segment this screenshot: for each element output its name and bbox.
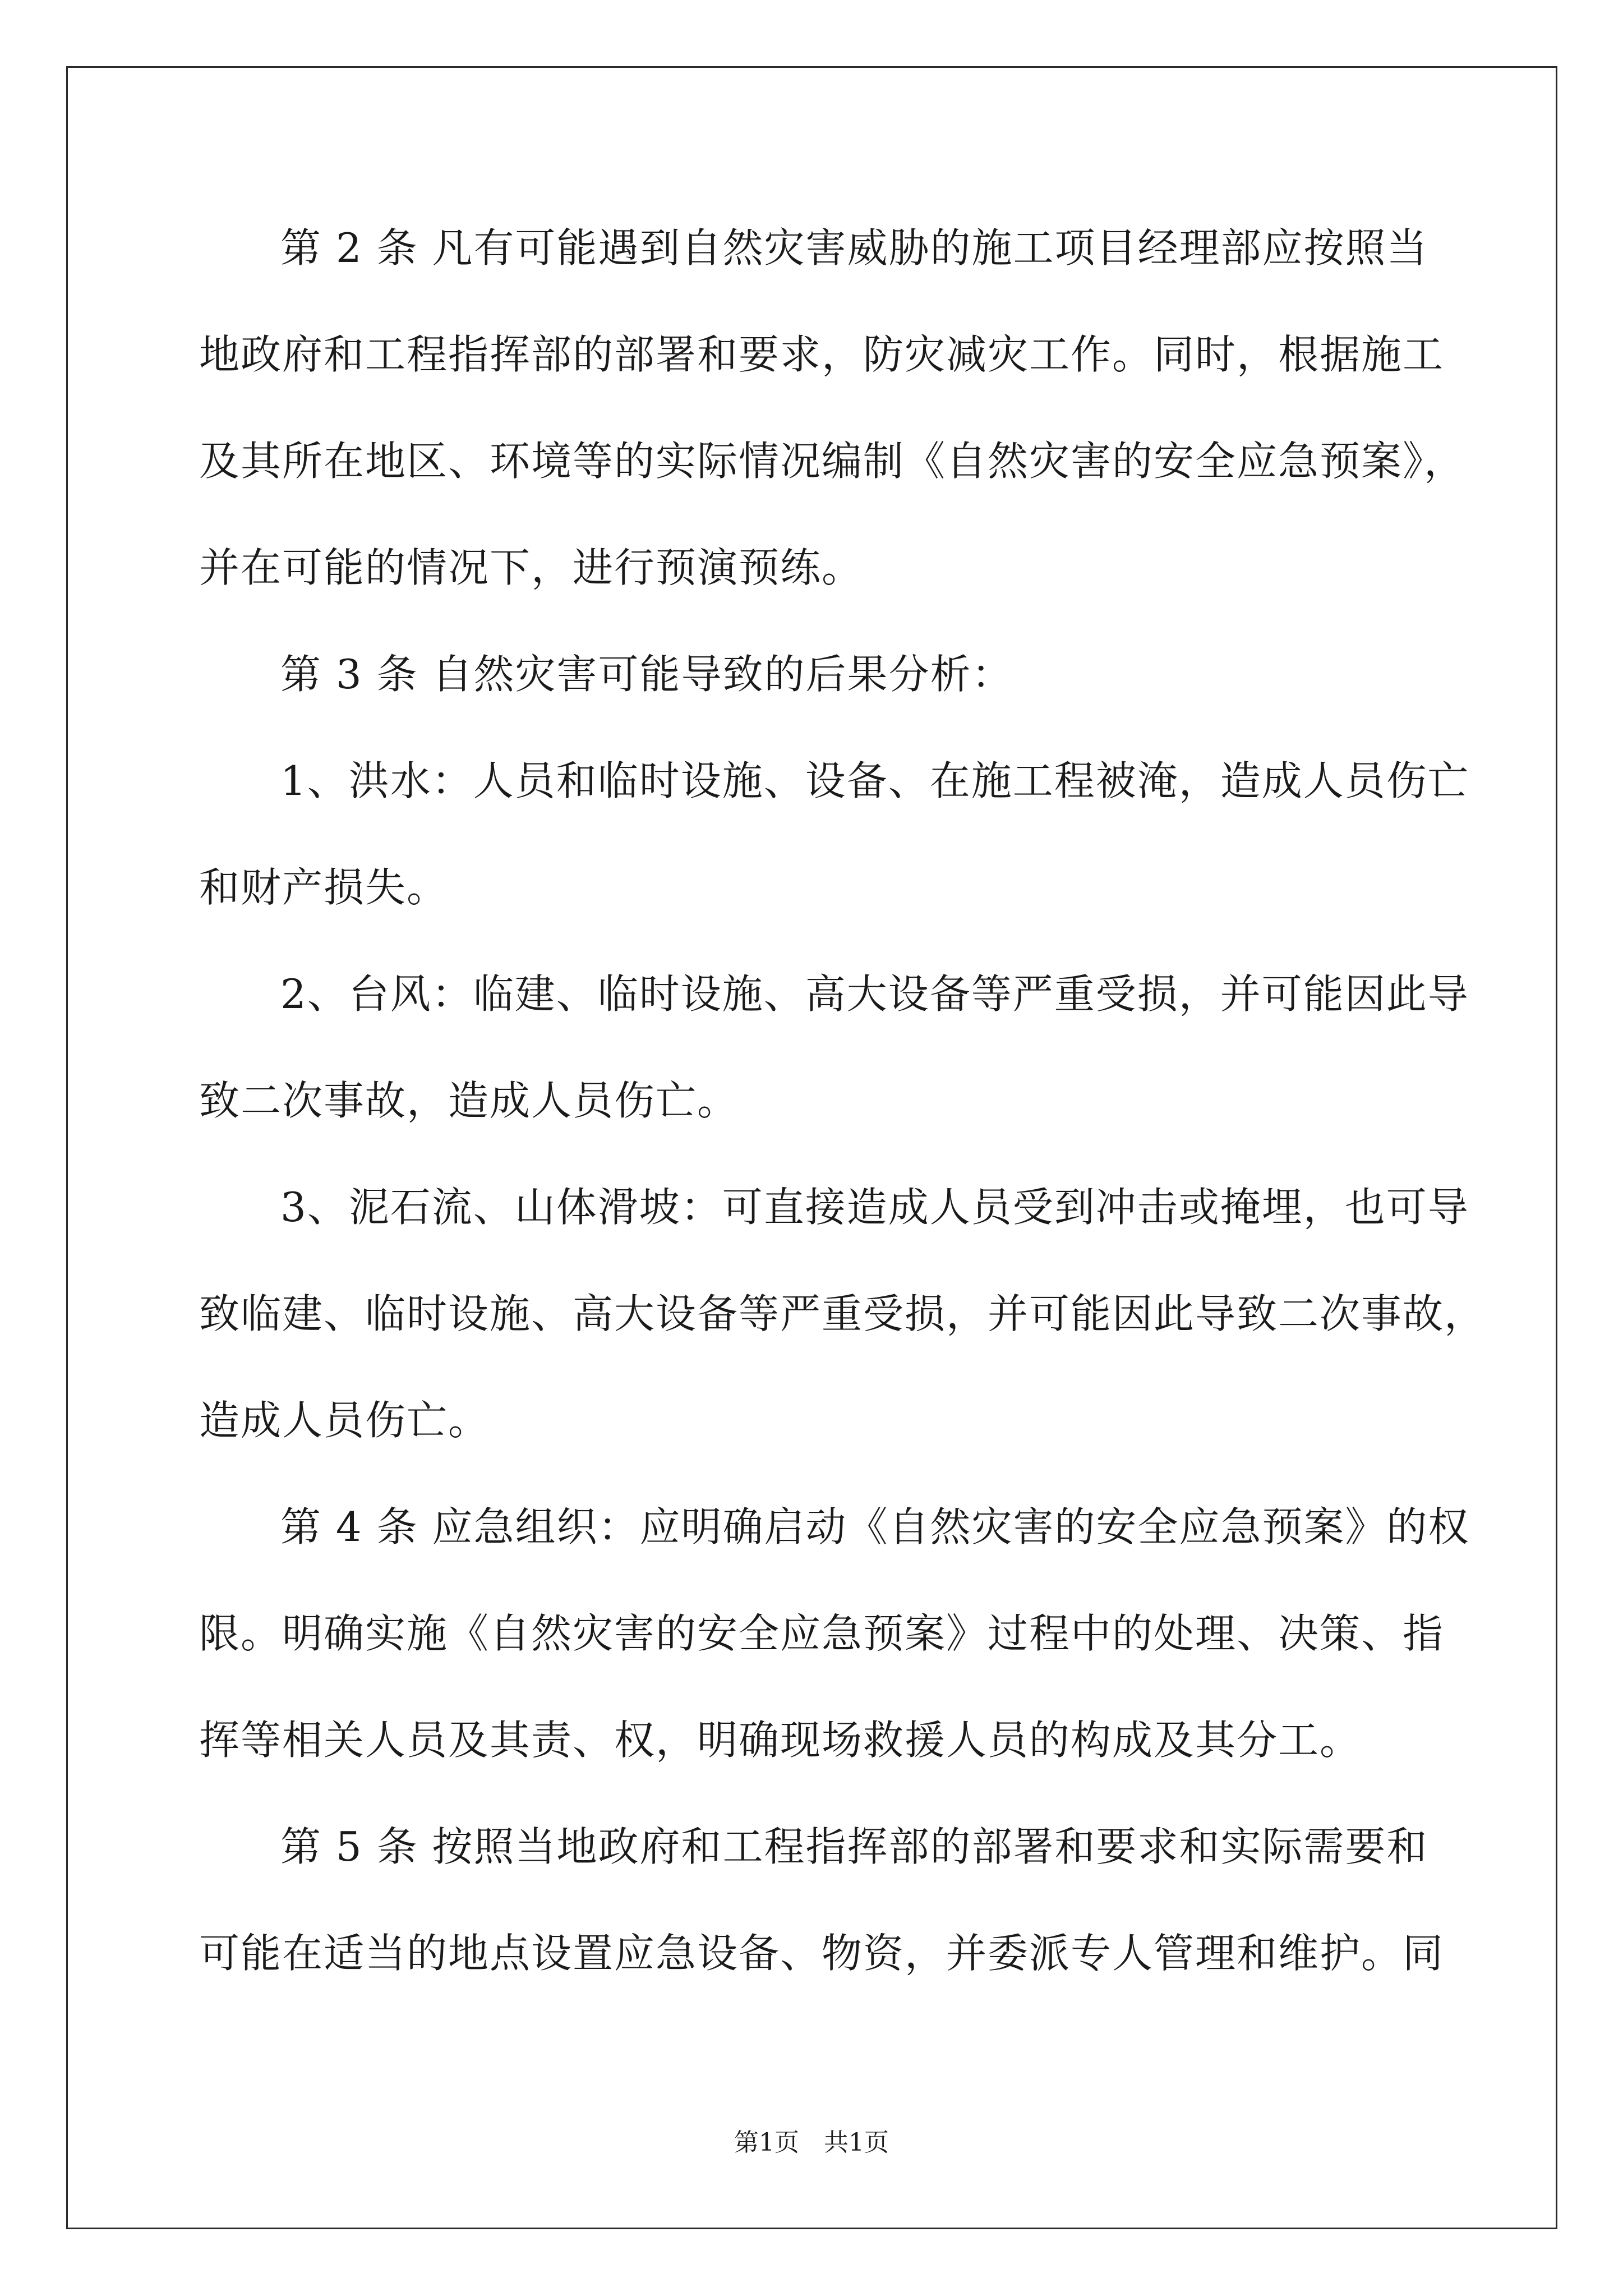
- page-number: 第1页: [734, 2128, 799, 2157]
- text-line: 第 3 条 自然灾害可能导致的后果分析：: [280, 651, 1013, 698]
- text-line: 1、洪水：人员和临时设施、设备、在施工程被淹，造成人员伤亡: [280, 757, 1469, 804]
- text-line: 2、台风：临建、临时设施、高大设备等严重受损，并可能因此导: [280, 970, 1469, 1018]
- text-line: 致临建、临时设施、高大设备等严重受损，并可能因此导致二次事故，: [199, 1290, 1486, 1337]
- text-line: 及其所在地区、环境等的实际情况编制《自然灾害的安全应急预案》，: [199, 438, 1466, 485]
- page-footer: [0, 2126, 1623, 2160]
- text-line: 并在可能的情况下，进行预演预练。: [199, 544, 864, 591]
- text-line: 限。明确实施《自然灾害的安全应急预案》过程中的处理、决策、指: [199, 1610, 1445, 1657]
- text-line: 第 5 条 按照当地政府和工程指挥部的部署和要求和实际需要和: [280, 1823, 1428, 1870]
- text-line: 致二次事故，造成人员伤亡。: [199, 1077, 739, 1124]
- text-line: 3、泥石流、山体滑坡：可直接造成人员受到冲击或掩埋，也可导: [280, 1184, 1469, 1231]
- page-total: 共1页: [824, 2128, 889, 2157]
- text-line: 造成人员伤亡。: [199, 1397, 490, 1444]
- text-line: 地政府和工程指挥部的部署和要求，防灾减灾工作。同时，根据施工: [199, 331, 1445, 378]
- text-line: 和财产损失。: [199, 864, 449, 911]
- text-line: 第 4 条 应急组织：应明确启动《自然灾害的安全应急预案》的权: [280, 1503, 1470, 1550]
- text-line: 可能在适当的地点设置应急设备、物资，并委派专人管理和维护。同: [199, 1930, 1445, 1977]
- page-border: [66, 66, 1557, 2229]
- text-line: 第 2 条 凡有可能遇到自然灾害威胁的施工项目经理部应按照当: [280, 224, 1428, 272]
- text-line: 挥等相关人员及其责、权，明确现场救援人员的构成及其分工。: [199, 1717, 1362, 1764]
